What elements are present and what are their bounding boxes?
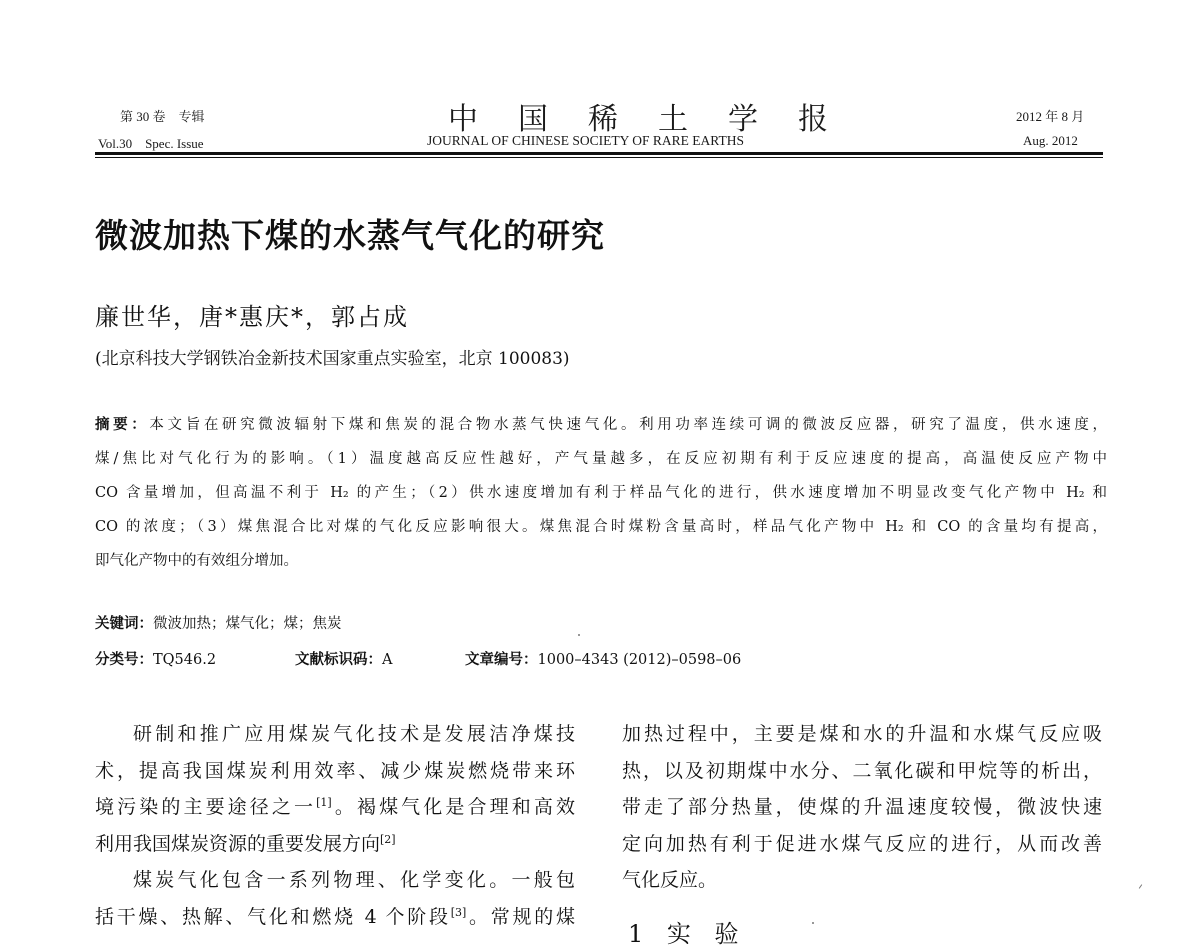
header-date-cn: 2012 年 8 月 bbox=[1016, 109, 1085, 124]
body-right-column bbox=[622, 716, 1102, 899]
body-line: 括干燥、热解、气化和燃烧 4 个阶段[3]。常规的煤 bbox=[95, 905, 575, 928]
article-affiliation: (北京科技大学钢铁冶金新技术国家重点实验室，北京 100083) bbox=[95, 349, 570, 369]
clc-label: 分类号： bbox=[95, 652, 153, 668]
scan-artifact bbox=[578, 634, 580, 636]
keywords bbox=[95, 612, 342, 633]
clc-value: TQ546.2 bbox=[153, 652, 217, 668]
header-volume-cn: 第 30 卷 专辑 bbox=[120, 109, 205, 124]
body-line: 术，提高我国煤炭利用效率、减少煤炭燃烧带来环 bbox=[95, 759, 575, 782]
header-rule-thick bbox=[95, 152, 1103, 155]
header-volume-en: Vol.30 Spec. Issue bbox=[98, 136, 204, 151]
keywords-value: 微波加热；煤气化；煤；焦炭 bbox=[153, 616, 342, 632]
journal-title-en: JOURNAL OF CHINESE SOCIETY OF RARE EARTHS bbox=[427, 133, 744, 148]
abstract-line: CO 的浓度；（3）煤焦混合比对煤的气化反应影响很大。煤焦混合时煤粉含量高时，样品气化产物中 H₂ 和 CO 的含量均有提高， bbox=[95, 519, 1107, 535]
body-line: 利用我国煤炭资源的重要发展方向[2] bbox=[95, 832, 396, 855]
citation-ref[interactable]: [3] bbox=[450, 905, 467, 919]
journal-title-cn: 中国稀土学报 bbox=[448, 102, 868, 137]
article-title: 微波加热下煤的水蒸气气化的研究 bbox=[95, 216, 605, 255]
abstract-line: CO 含量增加，但高温不利于 H₂ 的产生；（2）供水速度增加有利于样品气化的进行，供水速度增加不明显改变气化产物中 H₂ 和 bbox=[95, 485, 1107, 501]
abstract-line: 即气化产物中的有效组分增加。 bbox=[95, 553, 298, 569]
section-heading: 1 实 验 bbox=[628, 920, 747, 948]
abstract-line: 煤/焦比对气化行为的影响。（1）温度越高反应性越好，产气量越多，在反应初期有利于反应速度的提高，高温使反应产物中 bbox=[95, 451, 1107, 467]
article-authors: 廉世华，唐*惠庆*，郭占成 bbox=[95, 303, 409, 331]
body-line: 热，以及初期煤中水分、二氧化碳和甲烷等的析出， bbox=[622, 759, 1102, 782]
article-no-value: 1000–4343 (2012)–0598–06 bbox=[537, 652, 742, 668]
scan-artifact bbox=[1139, 884, 1143, 889]
header-date-en: Aug. 2012 bbox=[1023, 133, 1078, 148]
body-left-column bbox=[95, 716, 575, 935]
article-no-label: 文章编号： bbox=[465, 652, 538, 668]
body-line: 加热过程中，主要是煤和水的升温和水煤气反应吸 bbox=[622, 723, 1102, 745]
citation-ref[interactable]: [1] bbox=[316, 796, 332, 809]
body-line: 带走了部分热量，使煤的升温速度较慢，微波快速 bbox=[622, 796, 1102, 818]
body-line: 煤炭气化包含一系列物理、化学变化。一般包 bbox=[133, 869, 575, 891]
body-line: 定向加热有利于促进水煤气反应的进行，从而改善 bbox=[622, 832, 1102, 855]
header-rule-thin bbox=[95, 157, 1103, 158]
keywords-label: 关键词： bbox=[95, 616, 153, 632]
body-line: 研制和推广应用煤炭气化技术是发展洁净煤技 bbox=[133, 723, 575, 745]
doc-code-value: A bbox=[382, 652, 393, 668]
scan-artifact bbox=[812, 922, 814, 924]
citation-ref[interactable]: [2] bbox=[380, 832, 396, 846]
body-line: 气化反应。 bbox=[622, 869, 718, 891]
body-line: 境污染的主要途径之一[1]。褐煤气化是合理和高效 bbox=[95, 796, 575, 818]
abstract-line: 摘要：本文旨在研究微波辐射下煤和焦炭的混合物水蒸气快速气化。利用功率连续可调的微波反应器，研究了温度，供水速度， bbox=[95, 417, 1108, 433]
doc-code-label: 文献标识码： bbox=[295, 652, 382, 668]
classification-row bbox=[95, 648, 741, 669]
abstract-label: 摘要： bbox=[95, 417, 150, 433]
abstract bbox=[95, 408, 1107, 578]
